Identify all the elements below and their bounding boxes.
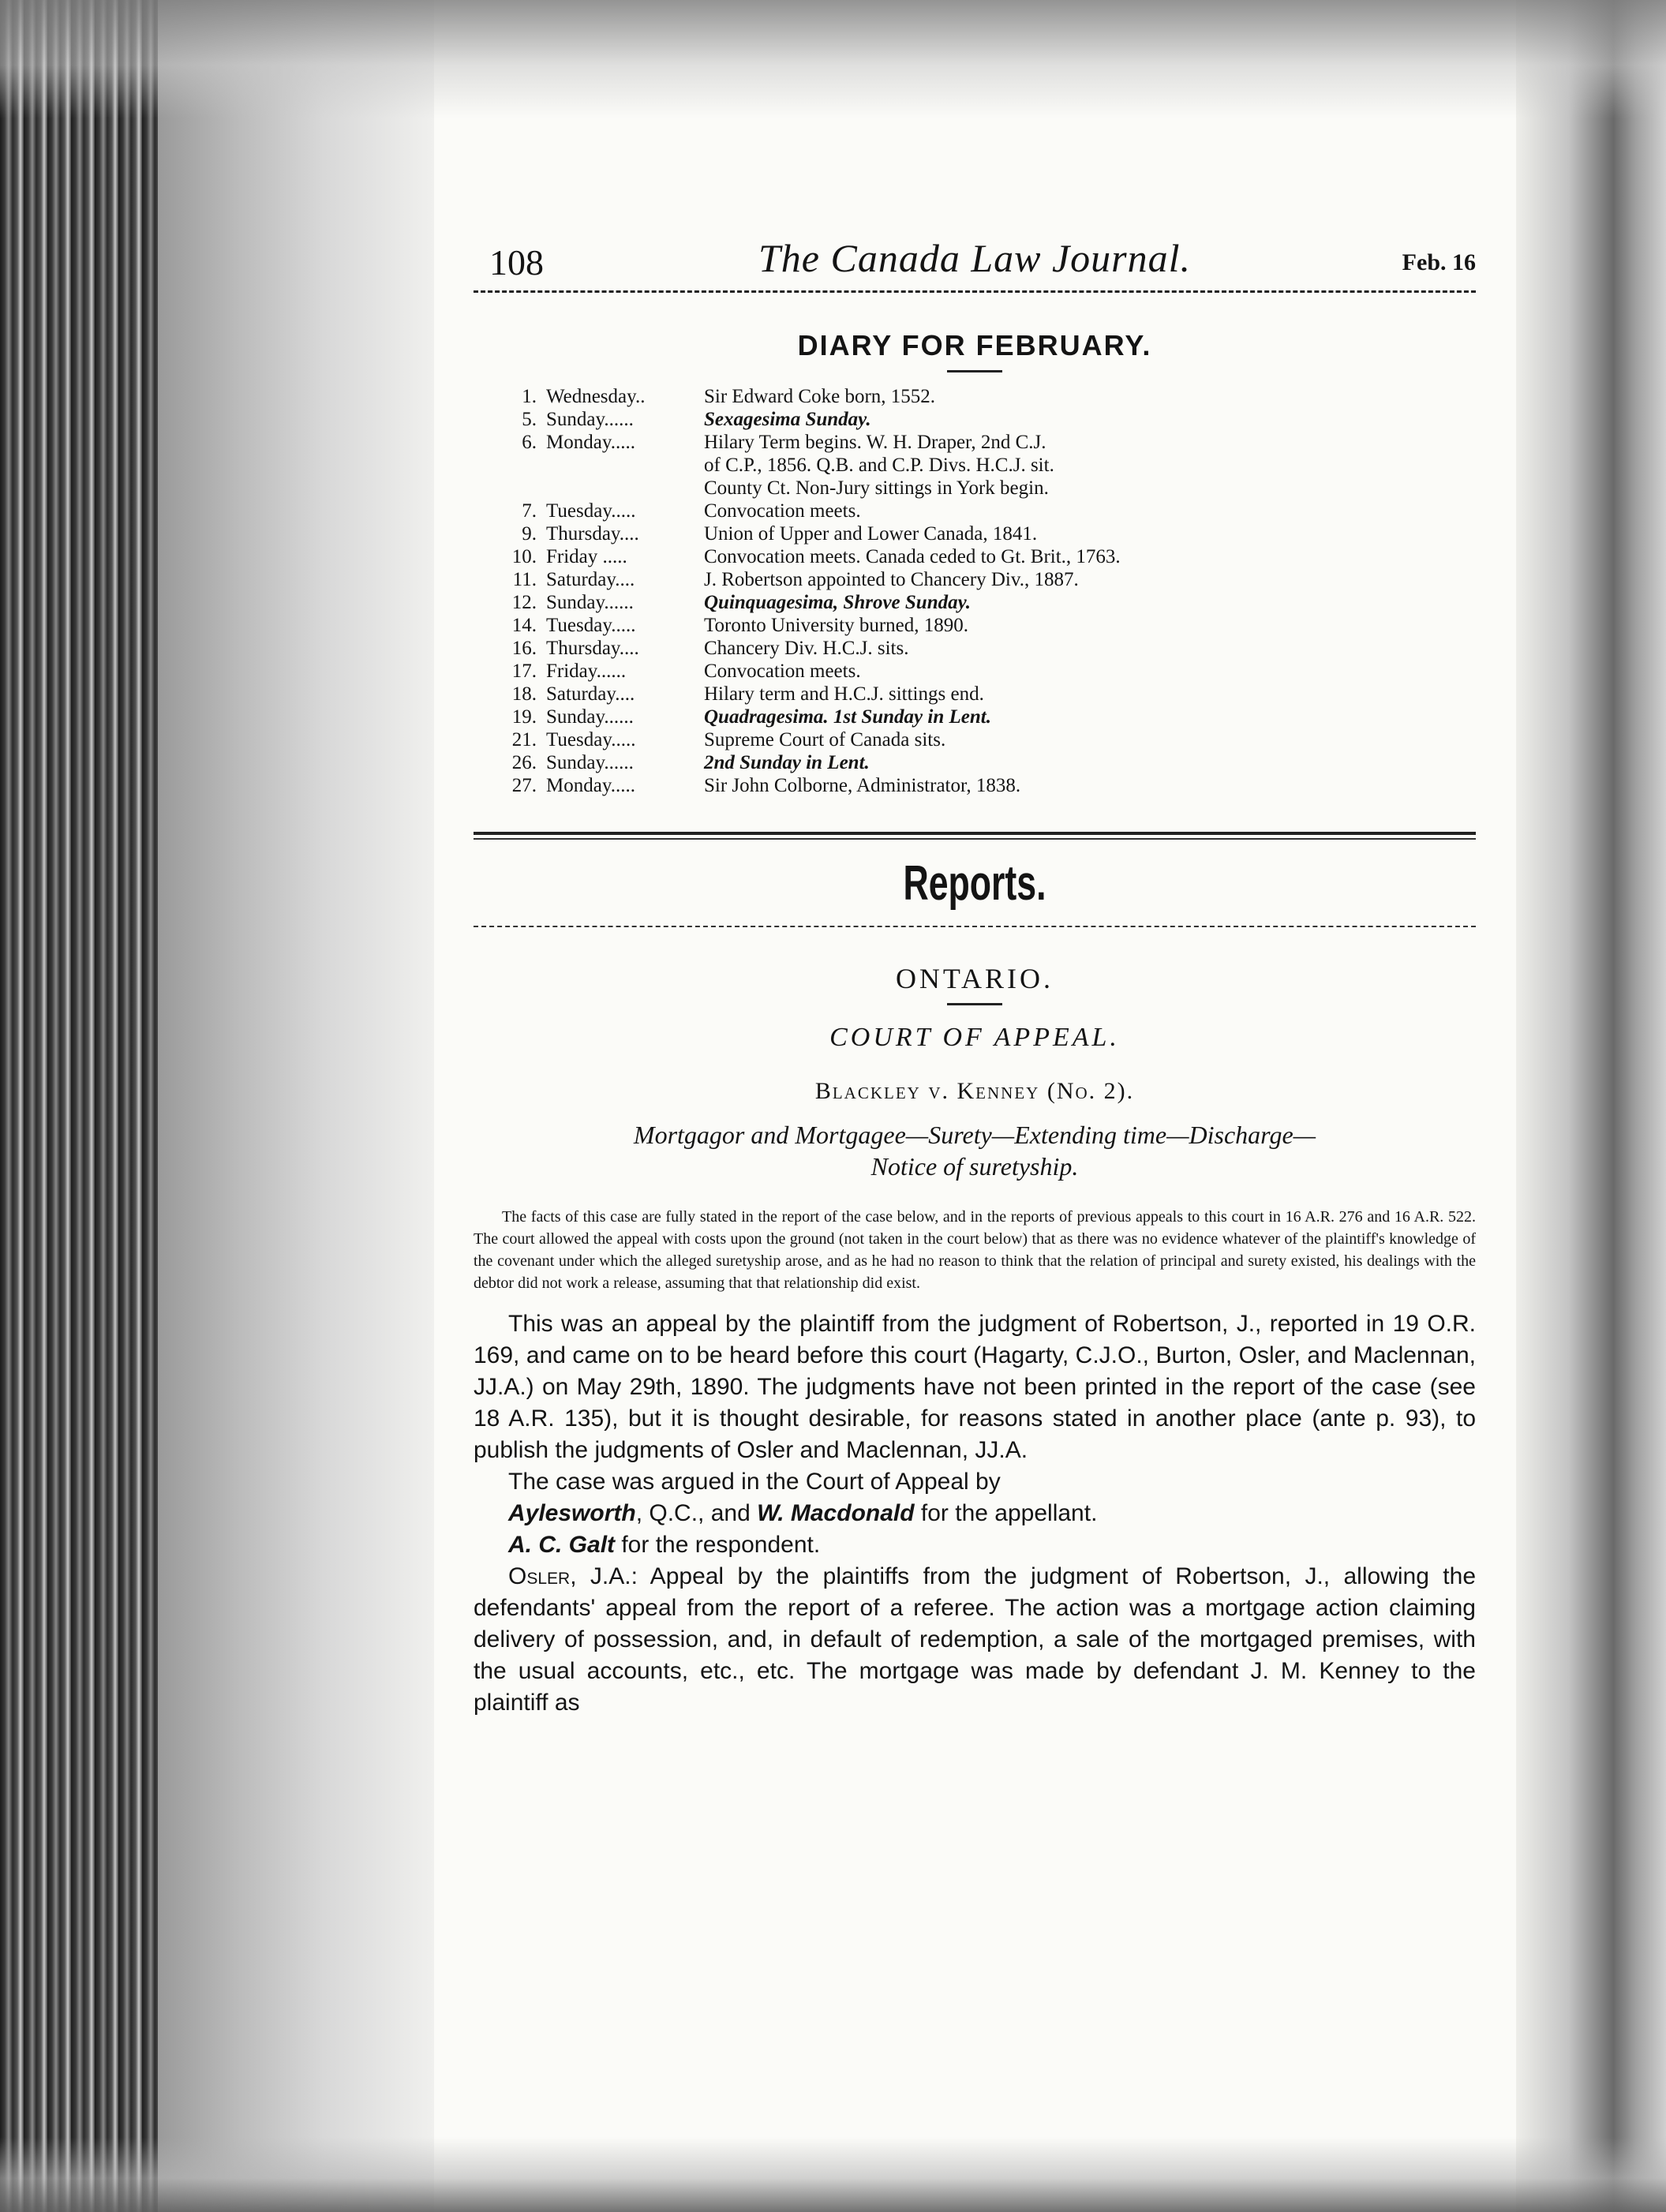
subject-line: Notice of suretyship. xyxy=(870,1152,1079,1181)
page-number: 108 xyxy=(489,242,544,283)
entry-day: Saturday.... xyxy=(546,569,635,590)
entry-day: Tuesday..... xyxy=(546,729,636,750)
entry-number: 18. xyxy=(511,683,537,705)
report-body xyxy=(474,1308,1476,1719)
entry-number: 21. xyxy=(511,729,537,750)
paragraph xyxy=(474,1529,1476,1561)
entry-text: J. Robertson appointed to Chancery Div., 1887. xyxy=(704,569,1079,590)
divider xyxy=(947,370,1002,372)
scan-top-edge xyxy=(0,0,1666,118)
entry-day: Friday ..... xyxy=(546,546,627,567)
entry-text: Convocation meets. Canada ceded to Gt. Brit., 1763. xyxy=(704,546,1121,567)
running-header xyxy=(474,221,1476,284)
entry-text: Hilary Term begins. W. H. Draper, 2nd C.J. xyxy=(704,432,1046,453)
entry-number: 6. xyxy=(522,432,537,453)
diary-title: DIARY FOR FEBRUARY. xyxy=(797,329,1152,361)
diary-entry xyxy=(474,408,1476,431)
entry-text: Union of Upper and Lower Canada, 1841. xyxy=(704,523,1038,545)
diary-entry xyxy=(474,545,1476,568)
scan-bottom-edge xyxy=(0,2137,1666,2212)
entry-number: 11. xyxy=(512,569,537,590)
section-rule xyxy=(474,832,1476,840)
diary-entry xyxy=(474,522,1476,545)
entry-text: Hilary term and H.C.J. sittings end. xyxy=(704,683,984,705)
entry-number: 14. xyxy=(511,615,537,636)
entry-number: 17. xyxy=(511,661,537,682)
entry-text: Supreme Court of Canada sits. xyxy=(704,729,946,750)
paragraph: The case was argued in the Court of Appeal by xyxy=(508,1469,1001,1495)
judge-name: Osler, J.A. xyxy=(508,1563,631,1589)
divider xyxy=(947,1003,1002,1005)
entry-day: Wednesday.. xyxy=(546,386,646,407)
entry-text: Toronto University burned, 1890. xyxy=(704,615,969,636)
reports-heading: Reports. xyxy=(903,856,1046,911)
paragraph: This was an appeal by the plaintiff from the judgment of Robertson, J., reported in 19 O.R. 169, and came on to be heard before this court (Hagarty, C.J.O., Burton, Osler, and Maclennan, JJ.A.) on May 29th, 1890. The judgments have not been printed in the report of the case (see 18 A.R. 135), but it is thought desirable, for reasons stated in another place (ante p. 93), to publish the judgments of Osler and Maclennan, JJ.A. xyxy=(474,1311,1476,1463)
paragraph-text: , Q.C., and xyxy=(635,1500,758,1526)
scan-right-edge xyxy=(1516,0,1666,2212)
diary-entry xyxy=(474,774,1476,797)
scan-shadow xyxy=(158,0,434,2212)
entry-text: Sir Edward Coke born, 1552. xyxy=(704,386,936,407)
diary-entry xyxy=(474,683,1476,706)
paragraph-text: for the respondent. xyxy=(615,1532,821,1558)
diary-entry xyxy=(474,706,1476,728)
diary-list xyxy=(474,385,1476,797)
entry-text: Sexagesima Sunday. xyxy=(704,409,871,430)
journal-title: The Canada Law Journal. xyxy=(758,236,1192,280)
entry-number: 5. xyxy=(522,409,537,430)
scan-binding-edge xyxy=(0,0,158,2212)
entry-continuation: of C.P., 1856. Q.B. and C.P. Divs. H.C.J. sit. xyxy=(704,455,1054,476)
entry-number: 1. xyxy=(522,386,537,407)
entry-number: 16. xyxy=(511,638,537,659)
entry-text: Quinquagesima, Shrove Sunday. xyxy=(704,592,972,613)
entry-day: Sunday...... xyxy=(546,706,634,728)
entry-day: Saturday.... xyxy=(546,683,635,705)
counsel-name: A. C. Galt xyxy=(508,1532,616,1558)
entry-text: Convocation meets. xyxy=(704,500,861,522)
header-rule xyxy=(474,290,1476,293)
entry-number: 27. xyxy=(511,775,537,796)
entry-text: Convocation meets. xyxy=(704,661,861,682)
diary-entry xyxy=(474,728,1476,751)
entry-day: Thursday.... xyxy=(546,523,639,545)
diary-entry xyxy=(474,568,1476,591)
reports-rule xyxy=(474,926,1476,927)
entry-day: Thursday.... xyxy=(546,638,639,659)
entry-day: Tuesday..... xyxy=(546,615,636,636)
entry-day: Monday..... xyxy=(546,775,635,796)
paragraph-text: for the appellant. xyxy=(914,1500,1098,1526)
entry-day: Sunday...... xyxy=(546,592,634,613)
diary-entry xyxy=(474,660,1476,683)
court-heading: COURT OF APPEAL. xyxy=(829,1023,1120,1052)
entry-number: 10. xyxy=(511,546,537,567)
case-subject xyxy=(474,1119,1476,1182)
header-date: Feb. 16 xyxy=(1402,249,1476,275)
paragraph-text: : Appeal by the plaintiffs from the judgment of Robertson, J., allowing the defendants' appeal from the report of a referee. The action was a mortgage action claiming delivery of possession, and, in default of redemption, a sale of the mortgaged premises, with the usual accounts, etc., etc. The mortgage was made by defendant J. M. Kenney to the plaintiff as xyxy=(474,1563,1477,1716)
diary-entry xyxy=(474,614,1476,637)
entry-day: Sunday...... xyxy=(546,752,634,773)
entry-number: 12. xyxy=(511,592,537,613)
entry-continuation: County Ct. Non-Jury sittings in York begin. xyxy=(704,477,1049,499)
paragraph xyxy=(474,1561,1476,1719)
paragraph xyxy=(474,1498,1476,1529)
page xyxy=(474,221,1476,1719)
entry-text: Sir John Colborne, Administrator, 1838. xyxy=(704,775,1021,796)
diary-entry xyxy=(474,385,1476,408)
entry-day: Sunday...... xyxy=(546,409,634,430)
counsel-name: Aylesworth xyxy=(508,1500,636,1526)
diary-entry xyxy=(474,591,1476,614)
diary-entry xyxy=(474,431,1476,454)
entry-number: 7. xyxy=(522,500,537,522)
diary-entry xyxy=(474,751,1476,774)
entry-text: Chancery Div. H.C.J. sits. xyxy=(704,638,909,659)
entry-day: Tuesday..... xyxy=(546,500,636,522)
case-name: Blackley v. Kenney (No. 2). xyxy=(814,1078,1135,1104)
entry-number: 26. xyxy=(511,752,537,773)
entry-day: Friday...... xyxy=(546,661,627,682)
subject-line: Mortgagor and Mortgagee—Surety—Extending time—Discharge— xyxy=(633,1121,1316,1149)
province-heading: ONTARIO. xyxy=(895,963,1054,994)
entry-text: 2nd Sunday in Lent. xyxy=(704,752,870,773)
entry-number: 19. xyxy=(511,706,537,728)
entry-number: 9. xyxy=(522,523,537,545)
entry-day: Monday..... xyxy=(546,432,635,453)
entry-text: Quadragesima. 1st Sunday in Lent. xyxy=(704,706,991,728)
diary-entry xyxy=(474,500,1476,522)
counsel-name: W. Macdonald xyxy=(757,1500,915,1526)
headnote: The facts of this case are fully stated in the report of the case below, and in the reports of previous appeals to this court in 16 A.R. 276 and 16 A.R. 522. The court allowed the appeal with costs upon the ground (not taken in the court below) that as there was no evidence whatever of the plaintiff's knowledge of the covenant under which the alleged suretyship arose, and as he had no reason to think that the relation of principal and surety existed, his dealings with the debtor did not work a release, assuming that that relationship did exist. xyxy=(474,1208,1476,1292)
diary-entry xyxy=(474,637,1476,660)
